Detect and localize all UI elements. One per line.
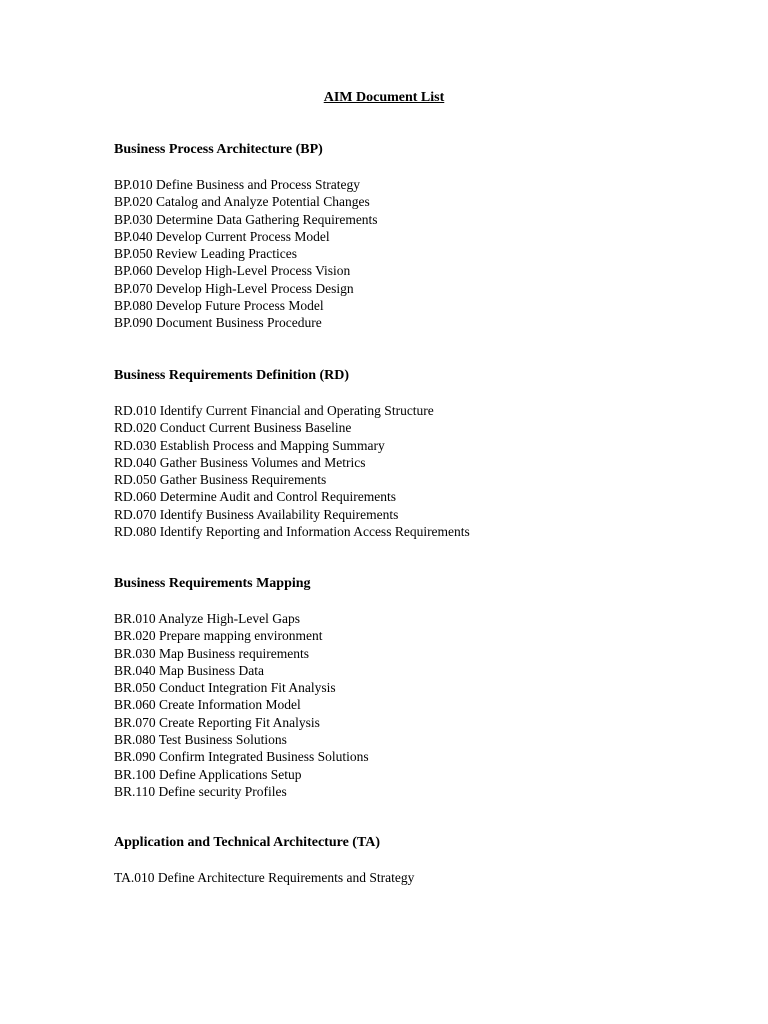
list-item: BP.020 Catalog and Analyze Potential Changes (114, 194, 370, 210)
list-item: TA.010 Define Architecture Requirements and Strategy (114, 870, 415, 885)
section-business-requirements-definition (114, 367, 734, 540)
item-list (114, 869, 734, 886)
list-item: BR.080 Test Business Solutions (114, 732, 287, 748)
list-item: BR.030 Map Business requirements (114, 645, 309, 661)
section-application-technical-architecture (114, 834, 734, 886)
list-item: BP.070 Develop High-Level Process Design (114, 280, 354, 296)
list-item: RD.040 Gather Business Volumes and Metrics (114, 454, 366, 470)
list-item: BP.030 Determine Data Gathering Requirements (114, 211, 378, 227)
list-item: BR.060 Create Information Model (114, 697, 301, 713)
list-item: RD.080 Identify Reporting and Information Access Requirements (114, 524, 470, 540)
list-item: BR.070 Create Reporting Fit Analysis (114, 714, 320, 730)
list-item: RD.070 Identify Business Availability Requirements (114, 506, 399, 522)
section-heading: Business Requirements Mapping (114, 576, 311, 591)
list-item: RD.020 Conduct Current Business Baseline (114, 420, 352, 436)
list-item: BP.050 Review Leading Practices (114, 246, 297, 262)
list-item: BR.010 Analyze High-Level Gaps (114, 611, 300, 626)
list-item: BP.060 Develop High-Level Process Vision (114, 263, 351, 279)
item-list (114, 402, 734, 540)
section-heading: Application and Technical Architecture (TA) (114, 835, 381, 850)
section-heading: Business Requirements Definition (RD) (114, 368, 350, 383)
section-business-process-architecture (114, 141, 734, 332)
document-title: AIM Document List (323, 90, 445, 105)
list-item: RD.060 Determine Audit and Control Requirements (114, 489, 396, 505)
list-item: BP.040 Develop Current Process Model (114, 228, 330, 244)
list-item: RD.050 Gather Business Requirements (114, 472, 327, 488)
list-item: BP.090 Document Business Procedure (114, 315, 322, 331)
list-item: BR.090 Confirm Integrated Business Solutions (114, 749, 369, 765)
list-item: BR.100 Define Applications Setup (114, 766, 302, 782)
list-item: BR.040 Map Business Data (114, 662, 264, 678)
item-list (114, 176, 734, 332)
section-heading: Business Process Architecture (BP) (114, 142, 323, 157)
list-item: RD.030 Establish Process and Mapping Summary (114, 437, 385, 453)
list-item: BR.050 Conduct Integration Fit Analysis (114, 680, 336, 696)
list-item: BP.080 Develop Future Process Model (114, 298, 324, 314)
list-item: BR.020 Prepare mapping environment (114, 628, 323, 644)
list-item: BP.010 Define Business and Process Strategy (114, 177, 360, 192)
section-business-requirements-mapping (114, 575, 734, 800)
item-list (114, 610, 734, 800)
list-item: RD.010 Identify Current Financial and Operating Structure (114, 403, 434, 418)
list-item: BR.110 Define security Profiles (114, 783, 287, 799)
